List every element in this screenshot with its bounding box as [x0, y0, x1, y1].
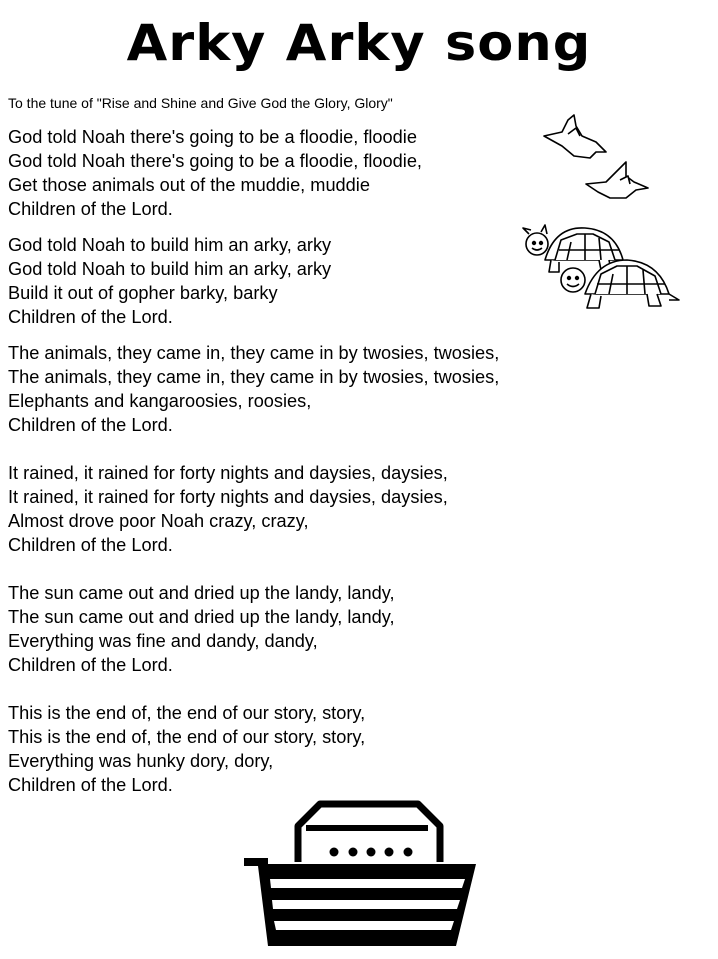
doves-illustration: [540, 112, 655, 202]
verse-3: [8, 341, 499, 437]
turtles-illustration: [515, 220, 680, 315]
lyric-line: Everything was fine and dandy, dandy,: [8, 631, 318, 651]
lyric-line: The animals, they came in, they came in by twosies, twosies,: [8, 367, 500, 387]
lyric-line: The sun came out and dried up the landy, landy,: [8, 583, 395, 603]
lyric-line: God told Noah to build him an arky, arky: [8, 259, 332, 279]
ark-icon: [244, 804, 476, 946]
lyric-line: Everything was hunky dory, dory,: [8, 751, 274, 771]
lyric-line: Children of the Lord.: [8, 307, 173, 327]
ark-illustration: [240, 800, 485, 952]
lyric-line: God told Noah to build him an arky, arky: [8, 235, 332, 255]
turtle-icon: [561, 260, 679, 308]
verse-5: [8, 581, 499, 677]
lyric-line: This is the end of, the end of our story, story,: [8, 727, 366, 747]
verse-6: [8, 701, 499, 797]
lyric-line: It rained, it rained for forty nights and daysies, daysies,: [8, 487, 448, 507]
lyric-line: Almost drove poor Noah crazy, crazy,: [8, 511, 309, 531]
lyric-line: The sun came out and dried up the landy, landy,: [8, 607, 395, 627]
lyric-line: Children of the Lord.: [8, 535, 173, 555]
lyric-line: Children of the Lord.: [8, 775, 173, 795]
lyric-line: God told Noah there's going to be a floodie, floodie,: [8, 151, 422, 171]
lyric-line: Elephants and kangaroosies, roosies,: [8, 391, 312, 411]
lyrics: [8, 125, 499, 797]
lyric-line: The animals, they came in, they came in by twosies, twosies,: [8, 343, 500, 363]
lyric-line: Children of the Lord.: [8, 415, 173, 435]
tune-subtitle: To the tune of "Rise and Shine and Give God the Glory, Glory": [8, 95, 393, 111]
lyric-line: This is the end of, the end of our story, story,: [8, 703, 366, 723]
lyric-line: It rained, it rained for forty nights and daysies, daysies,: [8, 463, 448, 483]
verse-1: [8, 125, 499, 221]
lyric-line: Build it out of gopher barky, barky: [8, 283, 278, 303]
lyric-line: God told Noah there's going to be a floodie, floodie: [8, 127, 417, 147]
page-title: Arky Arky song: [126, 14, 592, 72]
verse-2: [8, 233, 499, 329]
lyric-line: Children of the Lord.: [8, 655, 173, 675]
dove-icon: [544, 115, 606, 158]
verse-4: [8, 461, 499, 557]
lyric-line: Children of the Lord.: [8, 199, 173, 219]
lyric-line: Get those animals out of the muddie, muddie: [8, 175, 370, 195]
dove-icon: [586, 162, 648, 198]
